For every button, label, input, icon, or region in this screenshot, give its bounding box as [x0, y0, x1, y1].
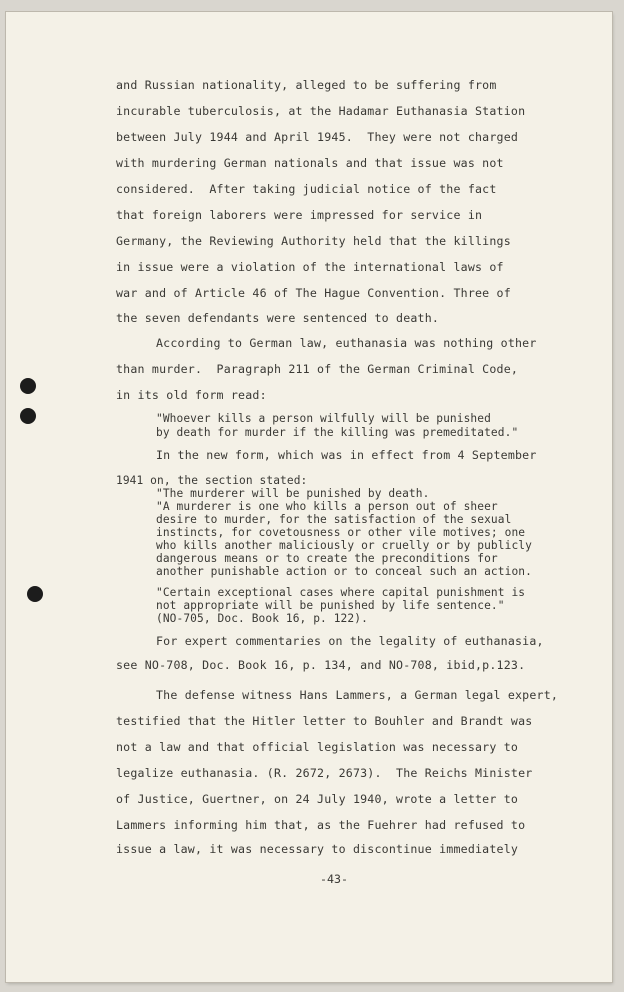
punch-hole-top — [20, 378, 36, 394]
text-line: that foreign laborers were impressed for service in — [116, 208, 483, 222]
page-number: -43- — [320, 872, 348, 886]
document-page — [6, 12, 612, 982]
quote-line: "Whoever kills a person wilfully will be punished — [156, 412, 491, 425]
quote-line: another punishable action or to conceal such an action. — [156, 565, 532, 578]
quote-line: "Certain exceptional cases where capital punishment is — [156, 586, 526, 599]
text-line: incurable tuberculosis, at the Hadamar Euthanasia Station — [116, 104, 526, 118]
text-line: of Justice, Guertner, on 24 July 1940, wrote a letter to — [116, 792, 519, 806]
text-line: The defense witness Hans Lammers, a German legal expert, — [156, 688, 559, 702]
text-line: in its old form read: — [116, 388, 267, 402]
punch-hole-bottom — [27, 586, 43, 602]
quote-line: "The murderer will be punished by death. — [156, 487, 430, 500]
quote-line: "A murderer is one who kills a person out of sheer — [156, 500, 498, 513]
punch-hole-middle — [20, 408, 36, 424]
citation-line: (NO-705, Doc. Book 16, p. 122). — [156, 612, 368, 625]
text-line: Lammers informing him that, as the Fuehrer had refused to — [116, 818, 526, 832]
text-line: testified that the Hitler letter to Bouhler and Brandt was — [116, 714, 533, 728]
text-line: in issue were a violation of the international laws of — [116, 260, 504, 274]
text-line: than murder. Paragraph 211 of the German Criminal Code, — [116, 362, 519, 376]
text-line: According to German law, euthanasia was nothing other — [156, 336, 537, 350]
text-line: between July 1944 and April 1945. They were not charged — [116, 130, 519, 144]
quote-line: desire to murder, for the satisfaction of the sexual — [156, 513, 512, 526]
quote-line: instincts, for covetousness or other vile motives; one — [156, 526, 526, 539]
text-line: considered. After taking judicial notice of the fact — [116, 182, 497, 196]
quote-line: who kills another maliciously or cruelly or by publicly — [156, 539, 532, 552]
text-line: the seven defendants were sentenced to death. — [116, 311, 440, 325]
text-line: war and of Article 46 of The Hague Convention. Three of — [116, 286, 511, 300]
text-line: and Russian nationality, alleged to be suffering from — [116, 78, 497, 92]
text-line: 1941 on, the section stated: — [116, 474, 308, 487]
text-line: see NO-708, Doc. Book 16, p. 134, and NO-708, ibid,p.123. — [116, 658, 526, 672]
text-line: with murdering German nationals and that issue was not — [116, 156, 504, 170]
text-line: For expert commentaries on the legality of euthanasia, — [156, 634, 544, 648]
text-line: Germany, the Reviewing Authority held that the killings — [116, 234, 511, 248]
quote-line: dangerous means or to create the preconditions for — [156, 552, 498, 565]
text-line: In the new form, which was in effect from 4 September — [156, 448, 537, 462]
quote-line: not appropriate will be punished by life sentence." — [156, 599, 505, 612]
text-line: not a law and that official legislation was necessary to — [116, 740, 519, 754]
text-line: legalize euthanasia. (R. 2672, 2673). The Reichs Minister — [116, 766, 533, 780]
quote-line: by death for murder if the killing was premeditated." — [156, 426, 519, 439]
text-line: issue a law, it was necessary to discontinue immediately — [116, 842, 519, 856]
